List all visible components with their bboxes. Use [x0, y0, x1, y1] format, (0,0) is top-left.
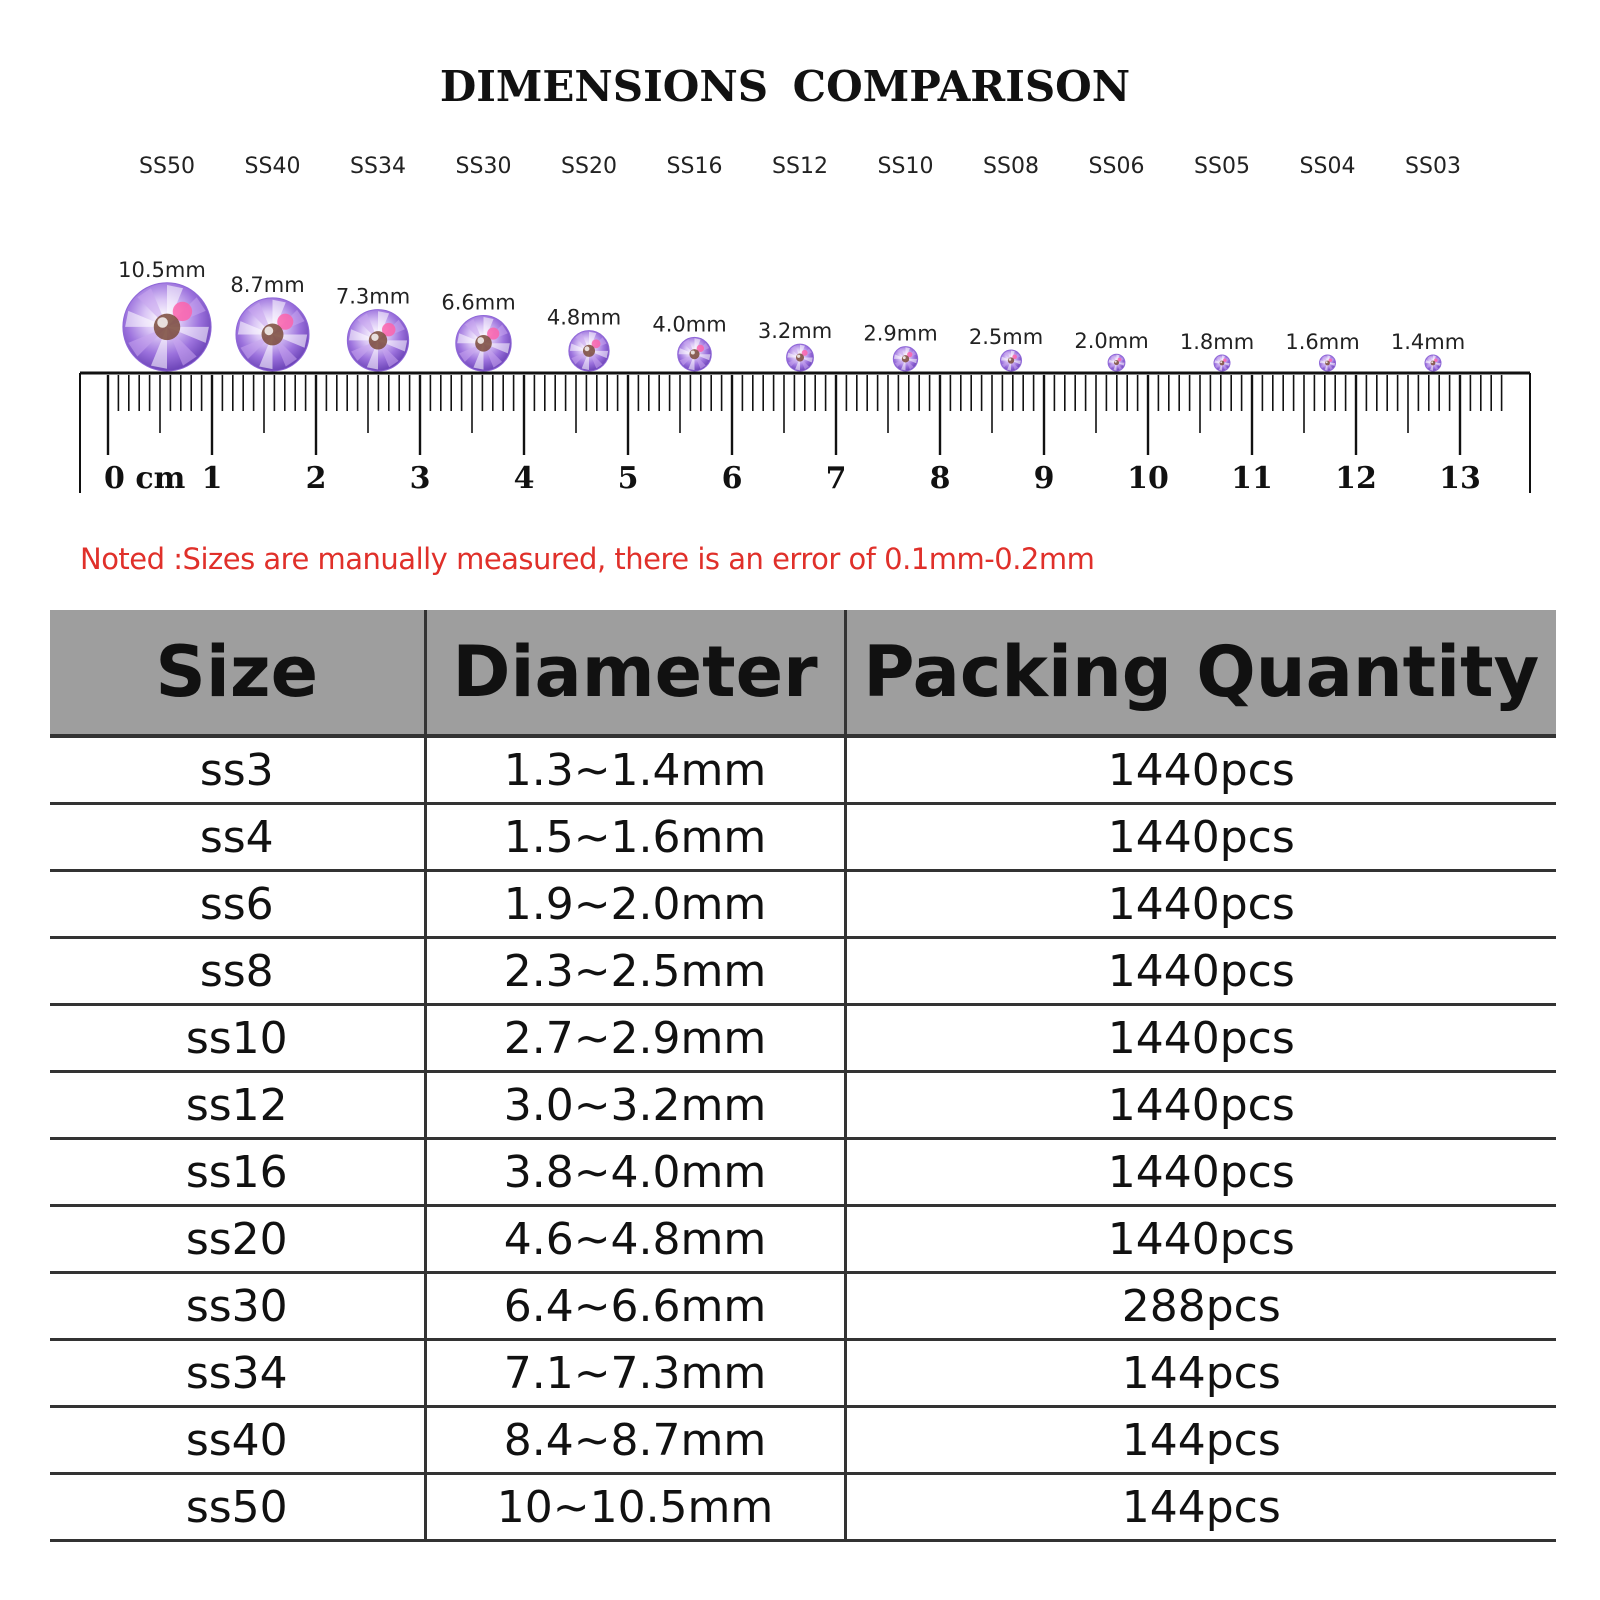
ruler-number: 11 — [1231, 461, 1273, 496]
quantity-cell: 1440pcs — [845, 1072, 1556, 1139]
quantity-cell: 144pcs — [845, 1340, 1556, 1407]
ruler-number: 9 — [1033, 461, 1055, 496]
size-cell: ss8 — [50, 938, 425, 1005]
ruler-number: 8 — [929, 461, 951, 496]
stone-code-label: SS05 — [1194, 154, 1250, 179]
quantity-cell: 288pcs — [845, 1273, 1556, 1340]
size-cell: ss50 — [50, 1474, 425, 1541]
page-title: DIMENSIONS COMPARISON — [439, 62, 1131, 111]
diameter-cell: 6.4~6.6mm — [425, 1273, 845, 1340]
rhinestone-icon — [1001, 350, 1022, 371]
stone-code-label: SS20 — [561, 154, 617, 179]
stone-code-label: SS40 — [244, 154, 301, 179]
rhinestone-icon — [347, 310, 408, 371]
quantity-cell: 1440pcs — [845, 804, 1556, 871]
quantity-cell: 1440pcs — [845, 736, 1556, 804]
ruler-number: 12 — [1335, 461, 1377, 496]
stone-code-labels — [139, 154, 1461, 179]
stone-diameter-label: 1.6mm — [1285, 330, 1360, 354]
measurement-note: Noted :Sizes are manually measured, there is an error of 0.1mm-0.2mm — [80, 542, 1095, 576]
header-diameter: Diameter — [425, 610, 845, 736]
quantity-cell: 144pcs — [845, 1407, 1556, 1474]
stone-diameter-label: 1.8mm — [1179, 330, 1255, 354]
stone-code-label: SS08 — [983, 154, 1039, 179]
diameter-cell: 8.4~8.7mm — [425, 1407, 845, 1474]
diameter-cell: 1.9~2.0mm — [425, 871, 845, 938]
size-cell: ss40 — [50, 1407, 425, 1474]
stone-code-label: SS16 — [666, 154, 723, 179]
rhinestone-icon — [1108, 354, 1125, 371]
rhinestone-row — [118, 258, 1465, 371]
table-row — [50, 1273, 1556, 1340]
size-cell: ss3 — [50, 736, 425, 804]
table-row — [50, 1206, 1556, 1273]
header-packing-quantity: Packing Quantity — [845, 610, 1556, 736]
quantity-cell: 1440pcs — [845, 1139, 1556, 1206]
ruler-number: 3 — [409, 461, 431, 496]
stone-diameter-label: 2.0mm — [1074, 329, 1149, 354]
stone-diameter-label: 3.2mm — [757, 319, 833, 344]
rhinestone-icon — [787, 344, 814, 371]
stone-diameter-label: 8.7mm — [230, 272, 305, 297]
table-row — [50, 736, 1556, 804]
stone-diameter-label: 4.8mm — [546, 305, 622, 330]
quantity-cell: 1440pcs — [845, 871, 1556, 938]
diameter-cell: 2.3~2.5mm — [425, 938, 845, 1005]
stone-code-label: SS06 — [1088, 154, 1145, 179]
rhinestone-icon — [893, 347, 917, 371]
ruler-number: 10 — [1127, 461, 1169, 496]
stone-diameter-label: 10.5mm — [118, 257, 206, 282]
diameter-cell: 2.7~2.9mm — [425, 1005, 845, 1072]
stone-code-label: SS03 — [1405, 154, 1461, 179]
size-cell: ss30 — [50, 1273, 425, 1340]
stone-code-label: SS04 — [1299, 154, 1356, 179]
table-row — [50, 1407, 1556, 1474]
diameter-cell: 1.3~1.4mm — [425, 736, 845, 804]
diameter-cell: 10~10.5mm — [425, 1474, 845, 1541]
rhinestone-icon — [1320, 355, 1336, 371]
size-cell: ss12 — [50, 1072, 425, 1139]
rhinestone-icon — [456, 316, 511, 371]
stone-diameter-label: 2.5mm — [968, 325, 1044, 349]
stone-code-label: SS30 — [455, 154, 512, 179]
table-row — [50, 1139, 1556, 1206]
size-cell: ss10 — [50, 1005, 425, 1072]
ruler-number: 2 — [305, 461, 327, 496]
table-row — [50, 871, 1556, 938]
ruler-number: 7 — [825, 461, 847, 496]
stone-diameter-label: 7.3mm — [335, 284, 411, 309]
ruler-number: 13 — [1439, 461, 1481, 496]
ruler — [80, 373, 1530, 496]
table-row — [50, 1072, 1556, 1139]
size-cell: ss4 — [50, 804, 425, 871]
quantity-cell: 1440pcs — [845, 1206, 1556, 1273]
size-comparison-figure — [0, 140, 1600, 520]
rhinestone-icon — [123, 283, 211, 371]
size-cell: ss16 — [50, 1139, 425, 1206]
ruler-number: 5 — [617, 461, 639, 496]
table-row — [50, 1005, 1556, 1072]
stone-code-label: SS50 — [139, 154, 195, 179]
ruler-number: 4 — [513, 461, 535, 496]
rhinestone-icon — [1214, 355, 1230, 371]
table-row — [50, 804, 1556, 871]
diameter-cell: 3.8~4.0mm — [425, 1139, 845, 1206]
ruler-unit-label: 0 cm — [104, 461, 186, 496]
quantity-cell: 1440pcs — [845, 938, 1556, 1005]
table-header-row — [50, 610, 1556, 736]
size-cell: ss34 — [50, 1340, 425, 1407]
table-row — [50, 1474, 1556, 1541]
rhinestone-icon — [569, 331, 609, 371]
quantity-cell: 1440pcs — [845, 1005, 1556, 1072]
rhinestone-icon — [1425, 355, 1441, 371]
size-cell: ss20 — [50, 1206, 425, 1273]
ruler-number: 6 — [721, 461, 743, 496]
header-size: Size — [50, 610, 425, 736]
rhinestone-icon — [236, 298, 309, 371]
stone-code-label: SS10 — [877, 154, 934, 179]
stone-diameter-label: 1.4mm — [1390, 330, 1466, 354]
diameter-cell: 3.0~3.2mm — [425, 1072, 845, 1139]
ruler-number: 1 — [201, 461, 223, 496]
stone-diameter-label: 6.6mm — [441, 290, 516, 315]
stone-code-label: SS12 — [772, 154, 828, 179]
rhinestone-icon — [678, 337, 712, 371]
stone-diameter-label: 4.0mm — [652, 312, 727, 337]
diameter-cell: 4.6~4.8mm — [425, 1206, 845, 1273]
diameter-cell: 7.1~7.3mm — [425, 1340, 845, 1407]
table-row — [50, 1340, 1556, 1407]
stone-diameter-label: 2.9mm — [863, 321, 938, 346]
size-table — [50, 610, 1556, 1542]
size-cell: ss6 — [50, 871, 425, 938]
table-row — [50, 938, 1556, 1005]
diameter-cell: 1.5~1.6mm — [425, 804, 845, 871]
quantity-cell: 144pcs — [845, 1474, 1556, 1541]
stone-code-label: SS34 — [350, 154, 406, 179]
